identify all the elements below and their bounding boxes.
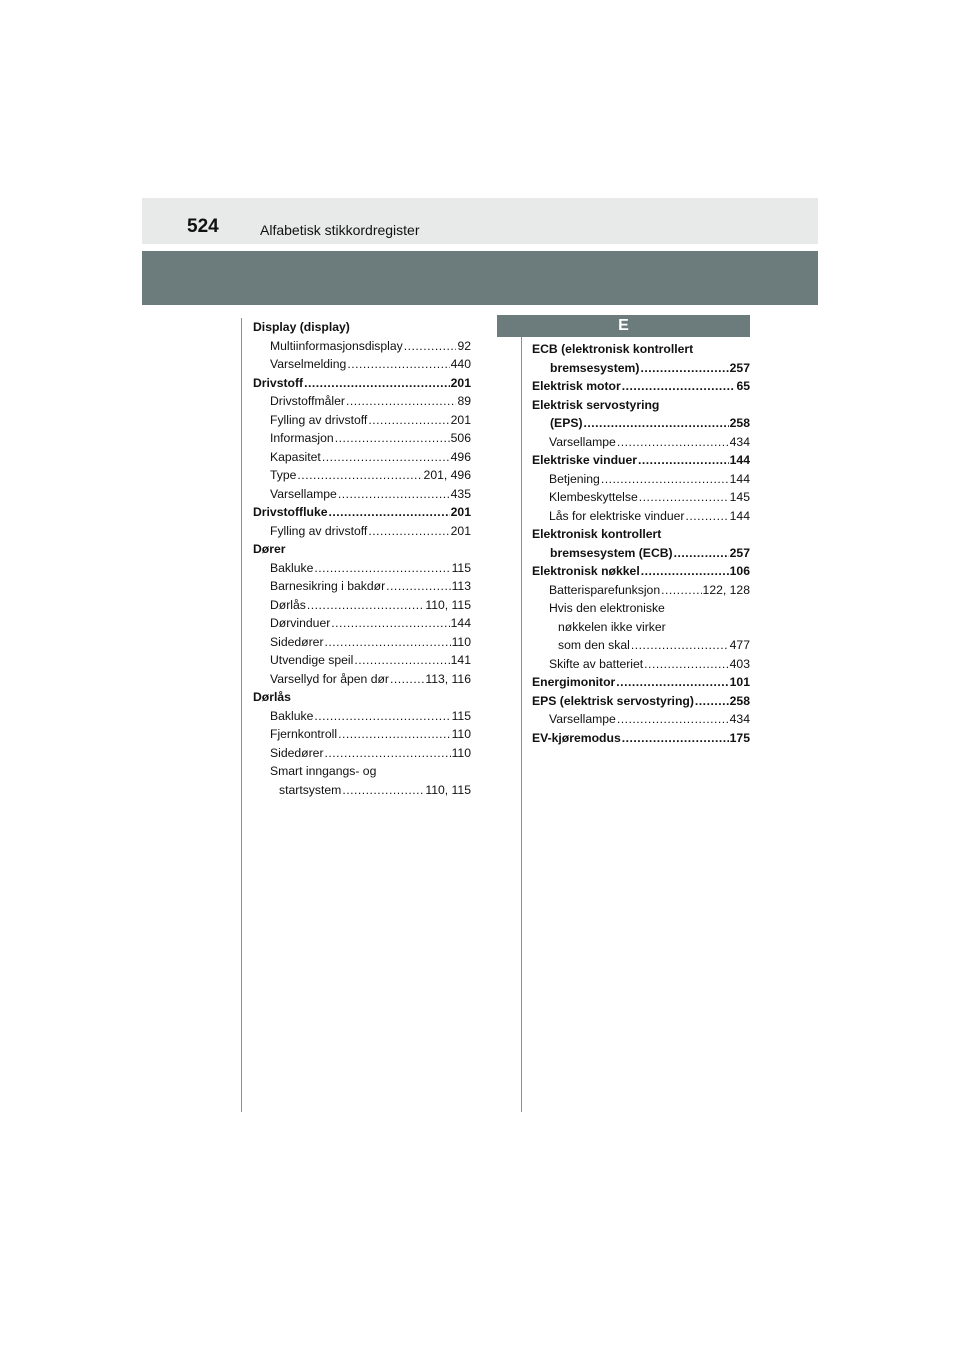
index-term: Elektrisk motor: [532, 379, 621, 393]
index-term: (EPS): [550, 416, 583, 430]
index-entry: [253, 614, 471, 633]
index-term: Varsellampe: [270, 486, 337, 501]
index-term: Sidedører: [270, 745, 324, 760]
dot-leader: [314, 707, 450, 726]
dot-leader: [346, 392, 456, 411]
index-term: EPS (elektrisk servostyring): [532, 693, 694, 708]
index-term: Dørvinduer: [270, 616, 331, 630]
page-reference: 89: [457, 394, 471, 408]
index-entry: [253, 355, 471, 374]
page-reference: 113, 116: [425, 671, 471, 686]
index-term: Betjening: [549, 471, 600, 486]
index-entry: [532, 507, 750, 526]
index-term: nøkkelen ikke virker: [558, 619, 666, 634]
index-term: Fylling av drivstoff: [270, 412, 368, 427]
index-entry: [532, 562, 750, 581]
dot-leader: [638, 451, 729, 470]
dot-leader: [644, 655, 728, 674]
dot-leader: [640, 359, 728, 378]
dot-leader: [631, 636, 729, 655]
index-entry: [253, 781, 471, 800]
dot-leader: [584, 414, 729, 433]
page-reference: 65: [736, 379, 750, 393]
index-term: Barnesikring i bakdør: [270, 579, 386, 593]
page-reference: 258: [729, 693, 750, 708]
page-reference: 496: [450, 449, 471, 464]
index-term: Drivstoff: [253, 375, 304, 390]
index-entry: [253, 707, 471, 726]
index-entry: [253, 633, 471, 652]
page-reference: 101: [729, 675, 750, 689]
page-reference: 175: [729, 730, 750, 745]
index-entry: [532, 359, 750, 378]
index-entry: [253, 688, 471, 707]
page-reference: 113: [451, 579, 471, 593]
header-band: [142, 251, 818, 305]
dot-leader: [661, 581, 701, 600]
page-reference: 257: [729, 545, 750, 560]
page-reference: 110: [451, 727, 471, 741]
dot-leader: [622, 729, 729, 748]
dot-leader: [338, 725, 451, 744]
index-entry: [253, 725, 471, 744]
index-term: Fjernkontroll: [270, 727, 338, 741]
page-reference: 110: [451, 634, 471, 649]
index-term: startsystem: [279, 782, 342, 797]
index-term: Type: [270, 468, 297, 482]
page-title: Alfabetisk stikkordregister: [260, 222, 420, 238]
index-term: Dørlås: [253, 690, 291, 704]
dot-leader: [404, 337, 457, 356]
header-bar: [142, 198, 818, 244]
index-term: Elektrisk servostyring: [532, 397, 660, 412]
page-reference: 110, 115: [425, 597, 471, 612]
index-entry: [532, 396, 750, 415]
index-entry: [532, 710, 750, 729]
index-entry: [532, 433, 750, 452]
index-term: Elektriske vinduer: [532, 453, 637, 467]
page-reference: 144: [450, 616, 471, 630]
page-reference: 257: [729, 360, 750, 375]
index-term: Hvis den elektroniske: [549, 601, 665, 615]
index-term: Elektronisk nøkkel: [532, 564, 640, 578]
dot-leader: [354, 651, 449, 670]
index-term: Drivstoffluke: [253, 505, 328, 519]
dot-leader: [314, 559, 450, 578]
index-term: Informasjon: [270, 431, 334, 445]
index-term: Smart inngangs- og: [270, 764, 377, 778]
page-reference: 434: [729, 434, 750, 449]
index-term: bremsesystem (ECB): [550, 545, 673, 560]
dot-leader: [322, 448, 450, 467]
dot-leader: [601, 470, 729, 489]
index-entry: [532, 414, 750, 433]
dot-leader: [639, 488, 729, 507]
index-entry: [532, 581, 750, 600]
index-entry: [253, 762, 471, 781]
dot-leader: [342, 781, 424, 800]
index-entry: [532, 655, 750, 674]
page-reference: 145: [729, 490, 750, 504]
page-reference: 477: [729, 638, 750, 652]
index-term: som den skal: [558, 638, 630, 652]
index-entry: [532, 729, 750, 748]
index-entry: [253, 392, 471, 411]
index-term: Klembeskyttelse: [549, 490, 638, 504]
right-index-column: [532, 340, 750, 747]
index-entry: [253, 651, 471, 670]
index-term: Kapasitet: [270, 449, 321, 464]
dot-leader: [368, 411, 449, 430]
dot-leader: [329, 503, 450, 522]
index-term: Varsellampe: [549, 434, 616, 449]
index-entry: [253, 374, 471, 393]
index-term: Drivstoffmåler: [270, 394, 345, 408]
page-reference: 435: [450, 486, 471, 501]
index-entry: [532, 525, 750, 544]
page-reference: 110: [451, 745, 471, 760]
index-term: Sidedører: [270, 634, 324, 649]
index-term: Multiinformasjonsdisplay: [270, 338, 403, 353]
index-entry: [253, 448, 471, 467]
page-reference: 106: [729, 564, 750, 578]
index-term: Skifte av batteriet: [549, 656, 644, 671]
index-entry: [253, 559, 471, 578]
index-entry: [253, 670, 471, 689]
dot-leader: [674, 544, 729, 563]
dot-leader: [685, 507, 728, 526]
index-entry: [532, 673, 750, 692]
page-reference: 201, 496: [423, 468, 471, 482]
dot-leader: [304, 374, 450, 393]
index-term: EV-kjøremodus: [532, 730, 621, 745]
page-reference: 258: [729, 416, 750, 430]
index-term: Elektronisk kontrollert: [532, 527, 662, 541]
dot-leader: [325, 744, 451, 763]
section-letter-tab: E: [497, 315, 750, 337]
dot-leader: [641, 562, 729, 581]
dot-leader: [331, 614, 449, 633]
index-entry: [253, 337, 471, 356]
index-entry: [532, 692, 750, 711]
page-reference: 122, 128: [702, 582, 750, 597]
index-entry: [532, 636, 750, 655]
dot-leader: [390, 670, 424, 689]
index-term: Varsellampe: [549, 712, 616, 726]
index-term: Varselmelding: [270, 357, 347, 371]
index-entry: [532, 544, 750, 563]
index-term: Utvendige speil: [270, 653, 354, 667]
dot-leader: [386, 577, 450, 596]
index-entry: [253, 429, 471, 448]
page-reference: 201: [450, 375, 471, 390]
index-entry: [532, 340, 750, 359]
index-entry: [253, 318, 471, 337]
index-entry: [532, 451, 750, 470]
dot-leader: [616, 673, 728, 692]
dot-leader: [368, 522, 449, 541]
index-term: Batterisparefunksjon: [549, 582, 661, 597]
page-reference: 440: [450, 357, 471, 371]
index-entry: [532, 599, 750, 618]
left-index-column: [253, 318, 471, 799]
dot-leader: [695, 692, 729, 711]
index-term: Energimonitor: [532, 675, 616, 689]
dot-leader: [617, 433, 729, 452]
index-entry: [532, 470, 750, 489]
dot-leader: [622, 377, 736, 396]
page-reference: 144: [729, 471, 750, 486]
index-term: Display (display): [253, 320, 350, 334]
index-term: ECB (elektronisk kontrollert: [532, 342, 694, 356]
page-reference: 92: [457, 338, 471, 353]
index-term: Bakluke: [270, 708, 314, 723]
index-term: Bakluke: [270, 560, 314, 575]
page-reference: 141: [450, 653, 471, 667]
index-term: Dører: [253, 542, 286, 556]
index-entry: [532, 618, 750, 637]
index-term: Dørlås: [270, 597, 306, 612]
page-number: 524: [187, 216, 219, 237]
page-reference: 201: [450, 505, 471, 519]
index-term: Varsellyd for åpen dør: [270, 671, 389, 686]
index-entry: [253, 411, 471, 430]
index-entry: [253, 577, 471, 596]
dot-leader: [297, 466, 422, 485]
dot-leader: [325, 633, 451, 652]
page-reference: 434: [729, 712, 750, 726]
page-reference: 403: [729, 656, 750, 671]
left-column-rule: [241, 318, 242, 1112]
index-entry: [253, 596, 471, 615]
page-reference: 115: [451, 560, 471, 575]
index-entry: [532, 488, 750, 507]
page-reference: 110, 115: [425, 782, 471, 797]
middle-column-rule: [521, 336, 522, 1112]
index-term: bremsesystem): [550, 360, 640, 375]
index-entry: [253, 522, 471, 541]
dot-leader: [338, 485, 450, 504]
index-term: Lås for elektriske vinduer: [549, 508, 685, 523]
index-entry: [253, 540, 471, 559]
page-reference: 144: [729, 453, 750, 467]
index-entry: [532, 377, 750, 396]
index-entry: [253, 485, 471, 504]
index-entry: [253, 744, 471, 763]
page-reference: 115: [451, 708, 471, 723]
index-entry: [253, 503, 471, 522]
dot-leader: [335, 429, 450, 448]
page-reference: 144: [729, 508, 750, 523]
page-reference: 201: [450, 412, 471, 427]
index-entry: [253, 466, 471, 485]
dot-leader: [617, 710, 729, 729]
page-reference: 506: [450, 431, 471, 445]
dot-leader: [347, 355, 449, 374]
index-term: Fylling av drivstoff: [270, 523, 368, 538]
page-reference: 201: [450, 523, 471, 538]
dot-leader: [307, 596, 424, 615]
